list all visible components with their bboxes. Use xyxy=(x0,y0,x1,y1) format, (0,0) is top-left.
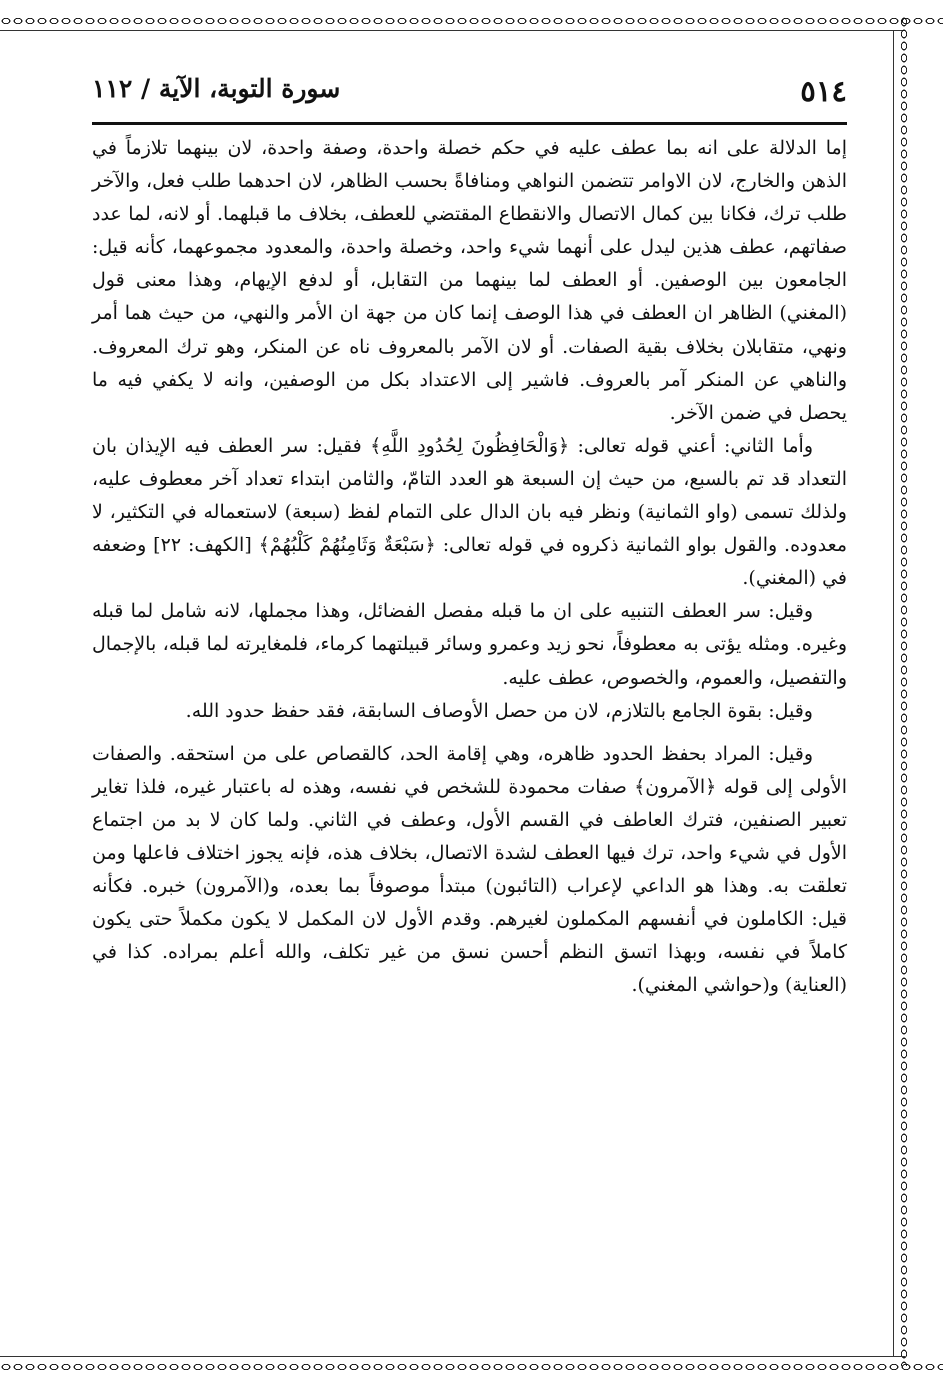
header-rule xyxy=(92,122,847,125)
page-header xyxy=(92,68,847,116)
border-line-top xyxy=(0,30,905,31)
paragraph-1: إما الدلالة على انه بما عطف عليه في حكم خصلة واحدة، وصفة واحدة، لان بينهما تلازماً في الذهن والخارج، لان الاوامر تتضمن النواهي ومنافاةً بحسب الظاهر، لان احدهما طلب فعل، والآخر طلب ترك، فكانا بين كمال الاتصال والانقطاع المقتضي للعطف، بخلاف ما قبلهما. أو لانه، لما عدد صفاتهم، عطف هذين ليدل على أنهما شيء واحد، وخصلة واحدة، والمعدود مجموعهما، كأنه قيل: الجامعون بين الوصفين. أو العطف لما بينهما من التقابل، أو لدفع الإيهام، وهذا معنى قول (المغني) الظاهر ان العطف في هذا الوصف إنما كان من جهة ان الأمر والنهي، من حيث هما أمر ونهي، متقابلان بخلاف بقية الصفات. أو لان الآمر بالمعروف ناه عن المنكر، وهو ترك المعروف. والناهي عن المنكر آمر بالعروف. فاشير إلى الاعتداد بكل من الوصفين، وانه لا يكفي فيه ما يحصل في ضمن الآخر. xyxy=(92,137,847,424)
paragraph-3: وقيل: سر العطف التنبيه على ان ما قبله مفصل الفضائل، وهذا مجملها، لانه شامل لما قبله وغيره. ومثله يؤتى به معطوفاً، نحو زيد وعمرو وسائر قبيلتهما كرماء، فلمغايرته لما قبله، بالإجمال والتفصيل، والعموم، والخصوص، عطف عليه. xyxy=(92,600,847,689)
border-line-right xyxy=(893,30,894,1357)
border-line-bottom xyxy=(0,1356,905,1357)
page-number: ٥١٤ xyxy=(800,74,847,108)
paragraph-2: وأما الثاني: أعني قوله تعالى: ﴿وَالْحَافِظُونَ لِحُدُودِ اللَّهِ﴾ فقيل: سر العطف فيه الإيذان بان التعداد قد تم بالسبع، من حيث إن السبعة هو العدد التامّ، والثامن ابتداء تعداد آخر معطوف عليه، ولذلك تسمى (واو الثمانية) ونظر فيه بان الدال على التمام لفظ (سبعة) لاستعماله في التكثير، لا معدوده. والقول بواو الثمانية ذكروه في قوله تعالى: ﴿سَبْعَةٌ وَثَامِنُهُمْ كَلْبُهُمْ﴾ [الكهف: ٢٢] وضعفه في (المغني). xyxy=(92,434,848,590)
page-border-bottom xyxy=(0,1360,943,1374)
paragraph-5: وقيل: المراد بحفظ الحدود ظاهره، وهي إقامة الحد، كالقصاص على من استحقه. والصفات الأولى إلى قوله ﴿الآمرون﴾ صفات محمودة للشخص في نفسه، وهذه له باعتبار غيره، فلذا تغاير تعبير الصنفين، فترك العاطف في القسم الأول، وعطف في الثاني. ولما كان لا بد من اجتماع الأول في شيء واحد، ترك فيها العطف لشدة الاتصال، بخلاف هذه، فإنه يجوز اختلاف فاعلها ومن تعلقت به. وهذا هو الداعي لإعراب (التائبون) مبتدأ موصوفاً بما بعده، و(الآمرون) خبره. فكأنه قيل: الكاملون في أنفسهم المكملون لغيرهم. وقدم الأول لان المكمل لا يكون مكملاً حتى يكون كاملاً في نفسه، وبهذا اتسق النظم أحسن نسق من غير تكلف، والله أعلم بمراده. كذا في (العناية) و(حواشي المغني). xyxy=(92,742,847,997)
body-text xyxy=(92,132,847,1342)
page-border-top xyxy=(0,14,943,28)
running-head: سورة التوبة، الآية / ١١٢ xyxy=(92,74,341,103)
paragraph-4: وقيل: بقوة الجامع بالتلازم، لان من حصل الأوصاف السابقة، فقد حفظ حدود الله. xyxy=(185,699,813,722)
page-border-right xyxy=(897,16,911,1366)
